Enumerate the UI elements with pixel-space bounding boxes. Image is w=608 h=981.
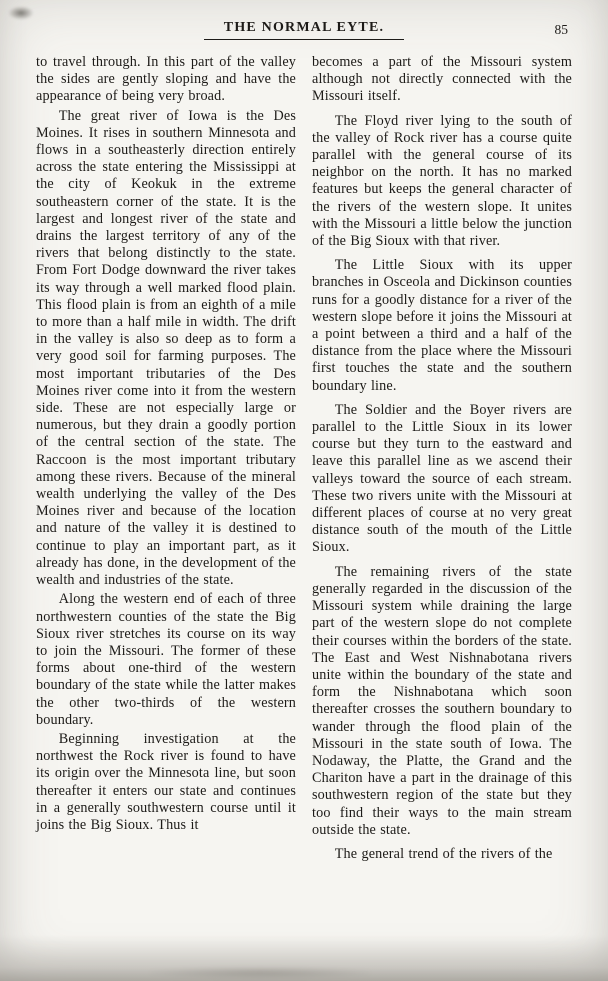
page-number: 85 [554,22,568,37]
paragraph-soldier-boyer-rivers: The Soldier and the Boyer rivers are parallel to the Little Sioux in its lower course but they turn to the eastward and leave this parallel line as we ascend their valleys toward the source of each stream. These two rivers unite with the Missouri at different places of course at no very great distance south of the mouth of the Little Sioux. [312,401,572,556]
page-header [0,0,608,44]
left-column [36,54,296,863]
paragraph-continuation: becomes a part of the Missouri system although not directly connected with the Missouri itself. [312,54,572,105]
scan-edge-artifact [0,935,608,981]
paragraph-floyd-river: The Floyd river lying to the south of the valley of Rock river has a course quite parallel with the general course of its neighbor on the north. It has no marked features but keeps the general character of the rivers of the western slope. It unites with the Missouri a little below the junction of the Big Sioux with that river. [312,112,572,250]
paragraph-little-sioux-river: The Little Sioux with its upper branches in Osceola and Dickinson counties runs for a goodly distance for a river of the western slope before it joins the Missouri at a point between a third and a half of the distance from the place where the Missouri first touches the state and the southern boundary line. [312,257,572,394]
journal-title: THE NORMAL EYTE. [204,20,404,40]
paragraph-remaining-rivers: The remaining rivers of the state generally regarded in the discussion of the Missouri system while draining the large part of the western slope do not complete their courses within the borders of the state. The East and West Nishnabotana rivers unite within the boundary of the state and form the Nishnabotana which soon thereafter crosses the southern boundary to wander through the flood plain of the Missouri in the state south of Iowa. The Nodaway, the Platte, the Grand and the Chariton have a part in the drainage of this southwestern region of the state but they too find their ways to the main stream outside the state. [312,563,572,838]
text-columns [0,44,608,863]
paragraph-rock-river: Beginning investigation at the northwest the Rock river is found to have its origin over the Minnesota line, but soon thereafter it enters our state and continues in a generally southwestern course until it joins the Big Sioux. Thus it [36,730,296,833]
paragraph-des-moines-river: The great river of Iowa is the Des Moines. It rises in southern Minnesota and flows in a southeasterly direction entirely across the state entering the Mississippi at the city of Keokuk in the extreme southeastern corner of the state. It is the largest and longest river of the state and drains the largest territory of any of the rivers that belong distinctly to the state. From Fort Dodge downward the river takes its way through a well marked flood plain. This flood plain is from an eighth of a mile to more than a half mile in width. The drift in the valley is also so deep as to form a very good soil for farming purposes. The most important tributaries of the Des Moines river come into it from the western side. These are not especially large or numerous, but they drain a goodly portion of the central section of the state. The Raccoon is the most important tributary among these rivers. Because of the mineral wealth underlying the valley of the Des Moines river and because of the location and nature of the valley it is destined to continue to play an important part, as it already has done, in the development of the wealth and industries of the state. [36,107,296,589]
paragraph-continuation: to travel through. In this part of the valley the sides are gently sloping and have the appearance of being very broad. [36,54,296,105]
paragraph-general-trend: The general trend of the rivers of the [334,845,553,862]
right-column [312,54,572,863]
paragraph-big-sioux-river: Along the western end of each of three northwestern counties of the state the Big Sioux river stretches its course on its way to join the Missouri. The former of these forms about one-third of the western boundary of the state while the latter makes the other two-thirds of the western boundary. [36,591,296,728]
